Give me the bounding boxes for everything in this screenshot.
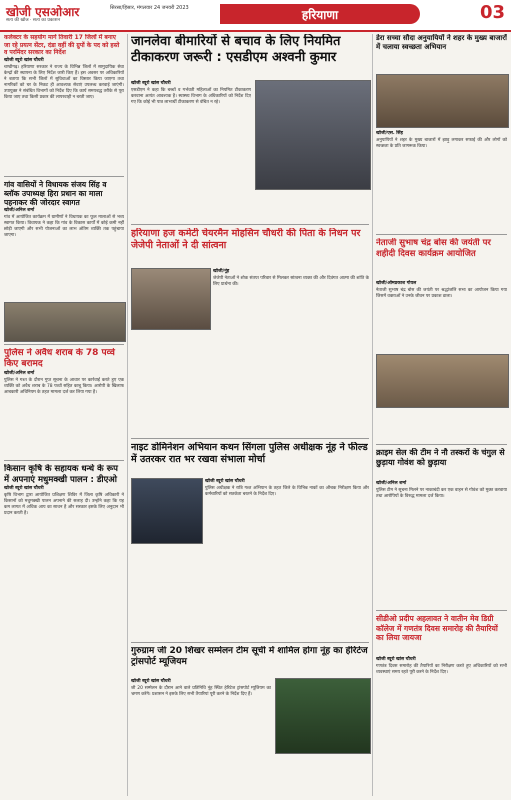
divider: [131, 438, 369, 439]
article-body: एसडीएम ने कहा कि बच्चों व गर्भवती महिलाओं का नियमित टीकाकरण करवाना अत्यंत आवश्यक है। स्वास्थ्य विभाग के अधिकारियों को निर्देश दिए गए कि कोई भी पात्र लाभार्थी टीकाकरण से वंचित न रहे।: [131, 88, 251, 105]
story-left-mid: [4, 180, 124, 300]
dateline: खोजी/एस. सिंह: [376, 131, 403, 136]
brand-tagline: सत्य की खोज · सत्य का प्रकाशन: [6, 18, 61, 23]
headline: हरियाणा हज कमेटी चेयरमैन मोहसिन चौधरी की पिता के निधन पर जेजेपी नेताओं ने दी सांत्वना: [131, 228, 361, 251]
story-right-top-body: [376, 130, 507, 230]
divider: [131, 224, 369, 225]
dateline: खोजी/अनिल शर्मा: [376, 481, 407, 486]
headline: नाइट डोमिनेशन अभियान कथन सिंगला पुलिस अधीक्षक नूंह ने फील्ड में उतरकर रात भर रखवा संभाला मोर्चा: [131, 442, 368, 465]
article-body: पुलिस टीम ने सूचना मिलने पर नाकाबंदी कर एक वाहन से गोवंश को मुक्त करवाया तथा आरोपियों के विरुद्ध मामला दर्ज किया।: [376, 488, 507, 499]
story-center-bottom-headline: [131, 646, 369, 676]
dateline: खोजी ब्यूरो खांस चौधरी: [4, 57, 44, 63]
headline: गांव वासियों ने विधायक संजय सिंह व ब्लॉक उपाध्यक्ष हिरा प्रधान का माला पहनाकर की जोरदार स्वागत: [4, 180, 107, 207]
story-center-top-headline: [131, 34, 369, 76]
news-photo: [131, 478, 203, 544]
article-body: जेजेपी नेताओं ने शोक संतप्त परिवार से मिलकर सांत्वना व्यक्त की और दिवंगत आत्मा की शांति के लिए प्रार्थना की।: [213, 276, 369, 287]
issue-date: सिरसा/हिसार, मंगलवार 24 जनवरी 2023: [110, 5, 189, 11]
article-body: कृषि विभाग द्वारा आयोजित प्रशिक्षण शिविर में जिला कृषि अधिकारी ने किसानों को मधुमक्खी पालन अपनाने की सलाह दी। उन्होंने कहा कि यह कम लागत में अधिक आय का साधन है और सरकार इसके लिए अनुदान भी प्रदान करती है।: [4, 493, 124, 516]
story-left-bottom: [4, 464, 124, 794]
dateline: खोजी ब्यूरो खांस चौधरी: [376, 657, 416, 662]
divider: [4, 344, 124, 345]
dateline: खोजी ब्यूरो खांस चौधरी: [4, 486, 44, 491]
article-body: अनुयायियों ने शहर के मुख्य बाजारों में झाड़ू लगाकर सफाई की और लोगों को स्वच्छता के प्रति जागरूक किया।: [376, 138, 507, 149]
headline: किसान कृषि के सहायक धन्धे के रूप में अपनाएं मधुमक्खी पालन : डीएओ: [4, 464, 119, 485]
dateline: खोजी/अनिल शर्मा: [4, 208, 35, 213]
headline: कलेक्टर के सहयोग मार्ग तिवारी 17 जिलों में बनाए जा रहे प्रयत्न सेंटर, दंडा वहीं की ग्रुपों के पद को हस्ते व परमिंदर सरकार का निर्देश: [4, 34, 120, 56]
story-left-top: [4, 34, 124, 174]
divider: [376, 444, 507, 445]
dateline: खोजी ब्यूरो खांस चौधरी: [131, 679, 171, 684]
story-right-mid-headline: [376, 238, 507, 278]
story-center-top-body: [131, 80, 251, 220]
story-center-night-body: [205, 478, 369, 582]
headline: सीडीओ प्रदीप अहलावत ने वातीन मेव डिग्री कॉलेज में गणतंत्र दिवस समारोह की तैयारियों का लिया जायजा: [376, 614, 498, 642]
section-title: हरियाणा: [301, 8, 339, 22]
article-body: गांव में आयोजित कार्यक्रम में ग्रामीणों ने विधायक का फूल मालाओं से भव्य स्वागत किया। विधायक ने कहा कि गांव के विकास कार्यों में कोई कमी नहीं छोड़ी जाएगी और सभी योजनाओं का लाभ अंतिम व्यक्ति तक पहुंचाया जाएगा।: [4, 215, 124, 238]
section-band: [220, 4, 420, 24]
article-body: पुलिस ने गश्त के दौरान गुप्त सूचना के आधार पर कार्रवाई करते हुए एक व्यक्ति को अवैध शराब के 78 पव्वों सहित काबू किया। आरोपी के खिलाफ आबकारी अधिनियम के तहत मामला दर्ज कर लिया गया है।: [4, 378, 124, 395]
news-photo: [131, 268, 211, 330]
headline: पुलिस ने अवैध शराब के 78 पव्वे किए बरामद: [4, 348, 115, 369]
story-right-top-headline: [376, 34, 507, 72]
article-body: चण्डीगढ़। हरियाणा सरकार ने राज्य के विभिन्न जिलों में सामुदायिक सेवा केन्द्रों की स्थापना के लिए निर्देश जारी किए हैं। इस अवसर पर अधिकारियों ने बताया कि सभी जिलों में सुविधाओं का विस्तार किया जाएगा तथा नागरिकों को घर के निकट ही आवश्यक सेवाएं उपलब्ध करवाई जाएंगी। उपायुक्त ने संबंधित विभागों को निर्देश दिए कि कार्य समयबद्ध तरीके से पूरा किया जाए तथा किसी प्रकार की लापरवाही न बरती जाए।: [4, 64, 124, 100]
headline: गुरुग्राम जी 20 शिखर सम्मेलन टीम सूची में शामिल होगा नूंह का हेरिटेज ट्रांसपोर्ट म्यूजियम: [131, 646, 368, 667]
headline: जानलेवा बीमारियों से बचाव के लिए नियमित टीकाकरण जरूरी : एसडीएम अश्वनी कुमार: [131, 34, 341, 65]
story-right-bottom-body: [376, 656, 507, 796]
column-divider: [127, 34, 128, 796]
news-photo: [376, 74, 509, 128]
news-photo: [376, 354, 509, 408]
story-center-mid-headline: [131, 228, 369, 266]
story-right-crime-body: [376, 480, 507, 600]
news-photo: [275, 678, 371, 754]
story-right-bottom-headline: [376, 614, 507, 654]
brand-logo: खोजी एसओआर: [6, 5, 80, 19]
dateline: खोजी ब्यूरो खांस चौधरी: [131, 81, 171, 86]
story-right-crime-headline: [376, 448, 507, 478]
story-center-bottom-body: [131, 678, 271, 796]
divider: [4, 176, 124, 177]
headline: डेरा सच्चा सौदा अनुयायियों ने शहर के मुख्य बाजारों में चलाया स्वच्छता अभियान: [376, 34, 507, 51]
article-body: गणतंत्र दिवस समारोह की तैयारियों का निरीक्षण करते हुए अधिकारियों को सभी व्यवस्थाएं समय रहते पूरी करने के निर्देश दिए।: [376, 664, 507, 675]
story-left-police: [4, 348, 124, 458]
divider: [131, 642, 369, 643]
dateline: खोजी/अनिल शर्मा: [4, 371, 35, 376]
dateline: खोजी/नूंह: [213, 269, 230, 274]
divider: [4, 460, 124, 461]
headline: क्राइम सेल की टीम ने नौ तस्करों के चंगुल से छुड़ाया गोवंश को छुड़ाया: [376, 448, 505, 467]
dateline: खोजी ब्यूरो खांस चौधरी: [205, 479, 245, 484]
column-divider: [372, 34, 373, 796]
news-photo: [255, 80, 371, 190]
story-center-mid-body: [213, 268, 369, 334]
page-number: 03: [479, 2, 505, 23]
article-body: नेताजी सुभाष चंद्र बोस की जयंती पर श्रद्धांजलि सभा का आयोजन किया गया जिसमें वक्ताओं ने उनके जीवन पर प्रकाश डाला।: [376, 288, 507, 299]
masthead: [0, 0, 511, 32]
headline: नेताजी सुभाष चंद्र बोस की जयंती पर शहीदी दिवस कार्यक्रम आयोजित: [376, 238, 491, 259]
divider: [376, 610, 507, 611]
article-body: पुलिस अधीक्षक ने रात्रि गश्त अभियान के तहत जिले के विभिन्न नाकों का औचक निरीक्षण किया और कर्मचारियों को सतर्कता बरतने के निर्देश दिए।: [205, 486, 369, 497]
story-right-mid-body: [376, 280, 507, 352]
news-photo: [4, 302, 126, 342]
dateline: खोजी/ओमप्रकाश गोयल: [376, 281, 417, 286]
story-center-night-headline: [131, 442, 369, 476]
article-body: जी 20 सम्मेलन के दौरान आने वाले प्रतिनिधि नूंह स्थित हेरिटेज ट्रांसपोर्ट म्यूजियम का भ्रमण करेंगे। प्रशासन ने इसके लिए सभी तैयारियां पूरी करने के निर्देश दिए हैं।: [131, 686, 271, 697]
divider: [376, 234, 507, 235]
